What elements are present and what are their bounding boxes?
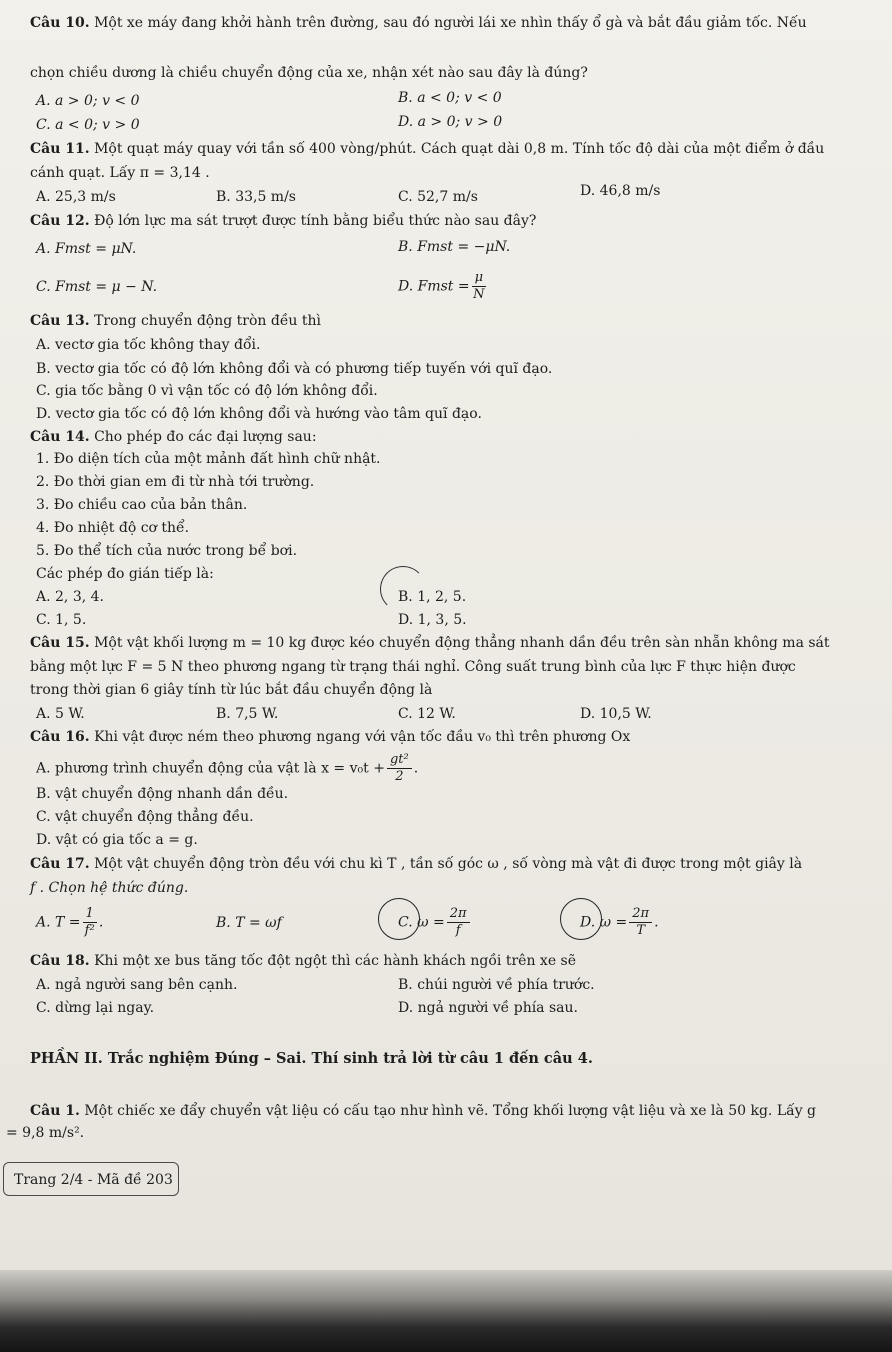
fraction-numerator: 2π — [447, 906, 470, 923]
q17-option-d-fraction — [629, 906, 652, 939]
q10-label: Câu 10. — [30, 15, 90, 31]
q13-option-b: B. vectơ gia tốc có độ lớn không đổi và có phương tiếp tuyến với quĩ đạo. — [36, 361, 553, 377]
q11-option-a: A. 25,3 m/s — [36, 189, 116, 205]
q14-item: 3. Đo chiều cao của bản thân. — [36, 497, 248, 513]
q14-option-b: B. 1, 2, 5. — [398, 589, 467, 605]
q14-line1 — [30, 428, 317, 446]
q12-option-c: C. Fmst = μ − N. — [36, 279, 158, 295]
q15-line3 — [30, 681, 432, 699]
q11-option-c: C. 52,7 m/s — [398, 189, 478, 205]
q12-option-d — [398, 270, 488, 303]
q17-text2: f . Chọn hệ thức đúng. — [30, 880, 189, 896]
q16-text1: Khi vật được ném theo phương ngang với vận tốc đầu v₀ thì trên phương Ox — [89, 729, 631, 745]
q14-label: Câu 14. — [30, 429, 90, 445]
fraction-numerator: μ — [472, 270, 486, 287]
q17-option-c-fraction — [447, 906, 470, 939]
fraction-denominator: f² — [84, 923, 95, 938]
q12-option-b: B. Fmst = −μN. — [398, 239, 511, 255]
q15-text1: Một vật khối lượng m = 10 kg được kéo chuyển động thẳng nhanh dần đều trên sàn nhẵn không ma sát — [89, 635, 830, 651]
q14-item: 1. Đo diện tích của một mảnh đất hình chữ nhật. — [36, 451, 381, 467]
handwritten-circle-mark — [560, 898, 602, 940]
q17-option-d-prefix: D. ω = — [580, 914, 628, 931]
q16-option-a-suffix: . — [413, 760, 419, 777]
page-footer-label: Trang 2/4 - Mã đề 203 — [3, 1162, 179, 1196]
q1-text2: = 9,8 m/s². — [6, 1125, 85, 1141]
q13-option-d: D. vectơ gia tốc có độ lớn không đổi và hướng vào tâm quĩ đạo. — [36, 406, 482, 422]
q18-text1: Khi một xe bus tăng tốc đột ngột thì các hành khách ngồi trên xe sẽ — [89, 953, 577, 969]
q10-line1 — [30, 14, 807, 32]
q18-line1 — [30, 952, 576, 970]
q17-option-a-suffix: . — [98, 914, 104, 931]
q16-option-a-fraction — [387, 752, 412, 785]
fraction-numerator: 1 — [83, 906, 97, 923]
fraction-numerator: 2π — [629, 906, 652, 923]
q17-option-c-prefix: C. ω = — [398, 914, 445, 931]
q16-option-b: B. vật chuyển động nhanh dần đều. — [36, 786, 289, 802]
q10-text2: chọn chiều dương là chiều chuyển động của xe, nhận xét nào sau đây là đúng? — [30, 65, 588, 81]
q17-option-a — [36, 906, 103, 939]
q13-option-c: C. gia tốc bằng 0 vì vận tốc có độ lớn không đổi. — [36, 383, 378, 399]
q11-text1: Một quạt máy quay với tần số 400 vòng/phút. Cách quạt dài 0,8 m. Tính tốc độ dài của một điểm ở đầu — [89, 141, 825, 157]
q12-option-a: A. Fmst = μN. — [36, 241, 137, 257]
q14-option-a: A. 2, 3, 4. — [36, 589, 104, 605]
fraction-denominator: N — [473, 287, 485, 302]
q10-option-b: B. a < 0; v < 0 — [398, 90, 502, 106]
q16-option-d: D. vật có gia tốc a = g. — [36, 832, 198, 848]
q13-label: Câu 13. — [30, 313, 90, 329]
q15-option-c: C. 12 W. — [398, 706, 456, 722]
q15-text3: trong thời gian 6 giây tính từ lúc bắt đầu chuyển động là — [30, 682, 433, 698]
q16-line1 — [30, 728, 630, 746]
q13-option-a: A. vectơ gia tốc không thay đổi. — [36, 337, 261, 353]
q16-option-a — [36, 752, 418, 785]
q14-item: 4. Đo nhiệt độ cơ thể. — [36, 520, 190, 536]
q15-line2 — [30, 658, 796, 676]
q16-label: Câu 16. — [30, 729, 90, 745]
q12-option-d-fraction — [472, 270, 486, 303]
q1-text1: Một chiếc xe đẩy chuyển vật liệu có cấu tạo như hình vẽ. Tổng khối lượng vật liệu và xe là 50 kg. Lấy g — [79, 1103, 817, 1119]
q18-option-a: A. ngả người sang bên cạnh. — [36, 977, 238, 993]
q11-option-b: B. 33,5 m/s — [216, 189, 296, 205]
q15-line1 — [30, 634, 830, 652]
q10-line2 — [30, 64, 588, 82]
q18-label: Câu 18. — [30, 953, 90, 969]
q12-text1: Độ lớn lực ma sát trượt được tính bằng biểu thức nào sau đây? — [89, 213, 537, 229]
q15-option-a: A. 5 W. — [36, 706, 85, 722]
q14-item: 5. Đo thể tích của nước trong bể bơi. — [36, 543, 298, 559]
q11-line1 — [30, 140, 824, 158]
q17-option-d-suffix: . — [654, 914, 659, 931]
q11-line2 — [30, 164, 210, 182]
q18-option-d: D. ngả người về phía sau. — [398, 1000, 578, 1016]
q10-option-c: C. a < 0; v > 0 — [36, 117, 140, 133]
q14-item: 2. Đo thời gian em đi từ nhà tới trường. — [36, 474, 315, 490]
q15-option-d: D. 10,5 W. — [580, 706, 652, 722]
q16-option-a-prefix: A. phương trình chuyển động của vật là x = v₀t + — [36, 760, 385, 777]
q14-text1: Cho phép đo các đại lượng sau: — [89, 429, 317, 445]
q15-option-b: B. 7,5 W. — [216, 706, 279, 722]
q17-option-b: B. T = ωf — [216, 915, 282, 931]
q15-label: Câu 15. — [30, 635, 90, 651]
q14-prompt: Các phép đo gián tiếp là: — [36, 566, 214, 582]
q1-line1 — [30, 1102, 816, 1120]
q14-option-d: D. 1, 3, 5. — [398, 612, 467, 628]
q12-option-d-prefix: D. Fmst = — [398, 278, 470, 295]
q10-option-d: D. a > 0; v > 0 — [398, 114, 503, 130]
fraction-denominator: 2 — [395, 769, 404, 784]
q18-option-b: B. chúi người về phía trước. — [398, 977, 595, 993]
q11-label: Câu 11. — [30, 141, 90, 157]
q10-text1: Một xe máy đang khởi hành trên đường, sau đó người lái xe nhìn thấy ổ gà và bắt đầu giảm tốc. Nếu — [89, 15, 807, 31]
fraction-denominator: f — [455, 923, 461, 938]
q17-option-a-fraction — [83, 906, 97, 939]
part2-heading: PHẦN II. Trắc nghiệm Đúng – Sai. Thí sinh trả lời từ câu 1 đến câu 4. — [30, 1050, 593, 1067]
q1-line2 — [6, 1124, 84, 1142]
q18-option-c: C. dừng lại ngay. — [36, 1000, 155, 1016]
q12-label: Câu 12. — [30, 213, 90, 229]
q13-text1: Trong chuyển động tròn đều thì — [89, 313, 322, 329]
q10-option-a: A. a > 0; v < 0 — [36, 93, 140, 109]
q1-label: Câu 1. — [30, 1103, 80, 1119]
q17-text1: Một vật chuyển động tròn đều với chu kì T , tần số góc ω , số vòng mà vật đi được trong một giây là — [89, 856, 803, 872]
q17-line1 — [30, 855, 802, 873]
q11-option-d: D. 46,8 m/s — [580, 183, 661, 199]
q17-option-a-prefix: A. T = — [36, 914, 81, 931]
q16-option-c: C. vật chuyển động thẳng đều. — [36, 809, 254, 825]
handwritten-circle-mark — [378, 898, 420, 940]
q11-text2: cánh quạt. Lấy π = 3,14 . — [30, 165, 210, 181]
fraction-numerator: gt² — [387, 752, 412, 769]
q17-line2 — [30, 879, 188, 897]
q14-option-c: C. 1, 5. — [36, 612, 87, 628]
photo-shadow — [0, 1270, 892, 1352]
q13-line1 — [30, 312, 321, 330]
q15-text2: bằng một lực F = 5 N theo phương ngang từ trạng thái nghỉ. Công suất trung bình của lực F thực hiện được — [30, 659, 796, 675]
q17-label: Câu 17. — [30, 856, 90, 872]
fraction-denominator: T — [636, 923, 645, 938]
q12-line1 — [30, 212, 536, 230]
handwritten-circle-mark — [380, 566, 426, 612]
